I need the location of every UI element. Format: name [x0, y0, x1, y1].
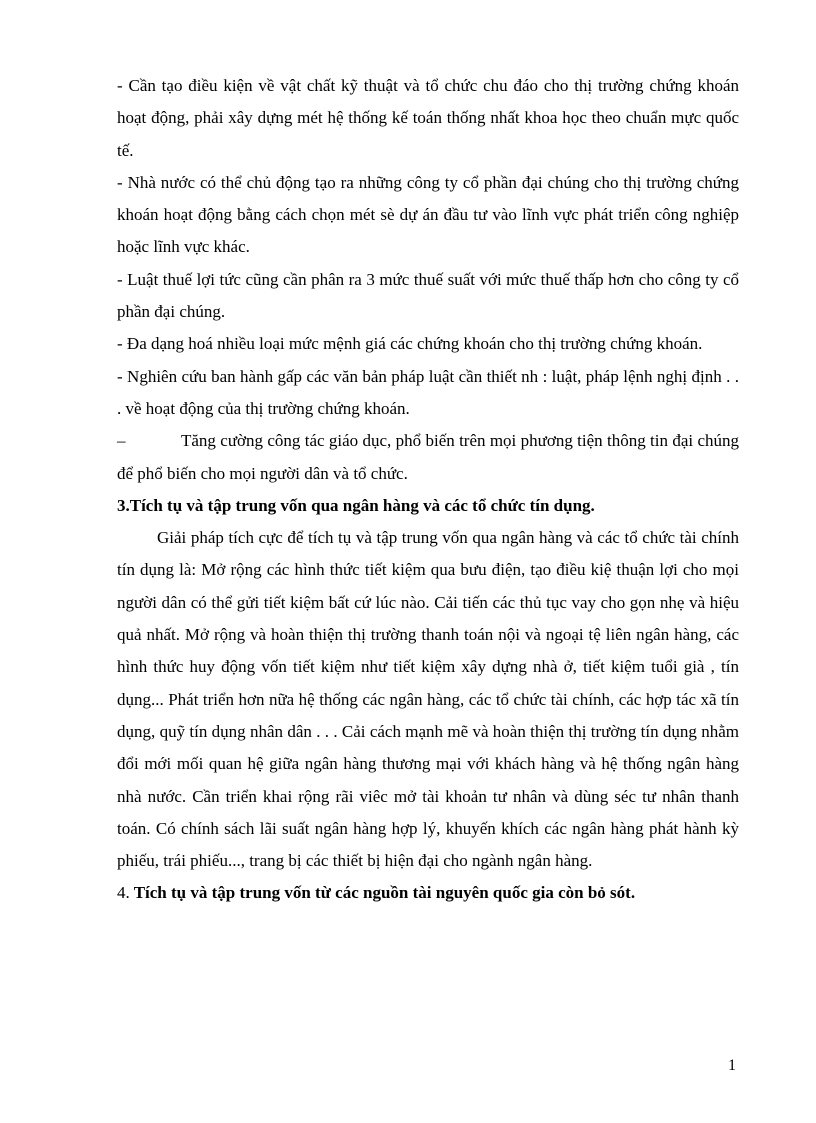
- bullet-paragraph: - Đa dạng hoá nhiều loại mức mệnh giá các chứng khoán cho thị trường chứng khoán.: [117, 334, 703, 354]
- document-page: [117, 70, 739, 910]
- bullet-paragraph: - Cần tạo điều kiện về vật chất kỹ thuật và tổ chức chu đáo cho thị trường chứng khoán hoạt động, phải xây dựng mét hệ thống kế toán thống nhất khoa học theo chuẩn mực quốc tế.: [117, 76, 739, 160]
- bullet-paragraph: - Nhà nước có thể chủ động tạo ra những công ty cổ phần đại chúng cho thị trường chứng khoán hoạt động bằng cách chọn mét sè dự án đầu tư vào lĩnh vực phát triển công nghiệp hoặc lĩnh vực khác.: [117, 172, 739, 257]
- section-3-heading: 3.Tích tụ và tập trung vốn qua ngân hàng và các tổ chức tín dụng.: [117, 495, 595, 515]
- section-4-number: 4.: [117, 883, 130, 903]
- bullet-paragraph: - Nghiên cứu ban hành gấp các văn bản pháp luật cần thiết nh : luật, pháp lệnh nghị định . . . về hoạt động của thị trường chứng khoán.: [117, 366, 739, 418]
- bullet-paragraph-last: [117, 425, 739, 490]
- page-number: 1: [728, 1057, 736, 1074]
- bullet-dash: –: [117, 431, 126, 451]
- bullet-text: Tăng cường công tác giáo dục, phổ biến trên mọi phương tiện thông tin đại chúng để phổ biến cho mọi người dân và tổ chức.: [117, 431, 739, 483]
- section-4-heading: [117, 877, 739, 909]
- section-4-title: Tích tụ và tập trung vốn từ các nguồn tài nguyên quốc gia còn bỏ sót.: [129, 883, 636, 903]
- section-3-paragraph: Giải pháp tích cực để tích tụ và tập trung vốn qua ngân hàng và các tổ chức tài chính tín dụng là: Mở rộng các hình thức tiết kiệm qua bưu điện, tạo điều kiệ thuận lợi cho mọi người dân có thể gửi tiết kiệm bất cứ lúc nào. Cải tiến các thủ tục vay cho gọn nhẹ và hiệu quả nhất. Mở rộng và hoàn thiện thị trường thanh toán nội và ngoại tệ liên ngân hàng, các hình thức huy động vốn tiết kiệm như tiết kiệm xây dựng nhà ở, tiết kiệm tuổi già , tín dụng... Phát triển hơn nữa hệ thống các ngân hàng, các tổ chức tài chính, các hợp tác xã tín dụng, quỹ tín dụng nhân dân . . . Cải cách mạnh mẽ và hoàn thiện thị trường tín dụng nhằm đổi mới mối quan hệ giữa ngân hàng thương mại với khách hàng và hệ thống ngân hàng nhà nước. Cần triển khai rộng rãi viêc mở tài khoản tư nhân và dùng séc tư nhân thanh toán. Có chính sách lãi suất ngân hàng hợp lý, khuyến khích các ngân hàng phát hành kỳ phiếu, trái phiếu..., trang bị các thiết bị hiện đại cho ngành ngân hàng.: [117, 528, 739, 871]
- bullet-paragraph: - Luật thuế lợi tức cũng cần phân ra 3 mức thuế suất với mức thuế thấp hơn cho công ty cổ phần đại chúng.: [117, 269, 739, 322]
